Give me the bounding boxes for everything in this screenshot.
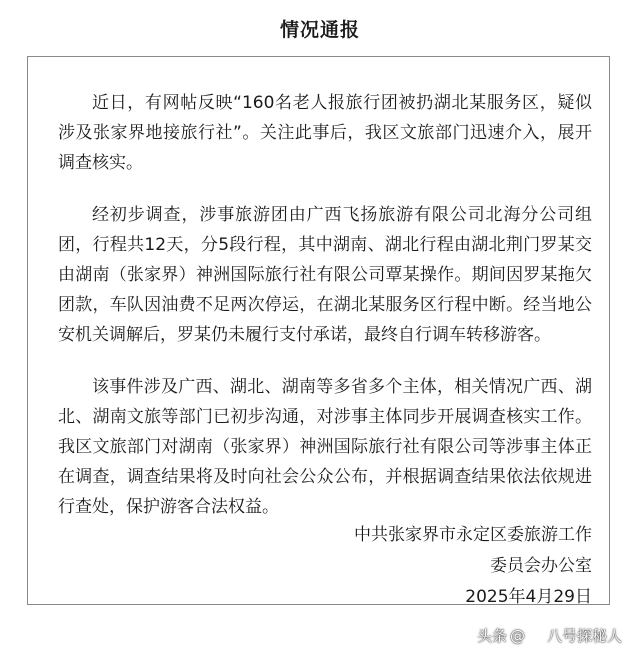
paragraph-1: 近日，有网帖反映“160名老人报旅行团被扔湖北某服务区，疑似涉及张家界地接旅行社”。关注此事后，我区文旅部门迅速介入，展开调查核实。 <box>58 93 592 173</box>
document-body <box>58 88 592 522</box>
signature-block <box>354 520 592 613</box>
signature-org-line-2: 委员会办公室 <box>490 556 592 576</box>
watermark-account: 八号探秘人 <box>546 627 622 645</box>
source-watermark <box>477 625 622 646</box>
document-title: 情况通报 <box>279 19 360 41</box>
watermark-separator: @ <box>509 626 525 645</box>
signature-date: 2025年4月29日 <box>465 587 592 607</box>
watermark-platform: 头条 <box>476 627 507 645</box>
paragraph-2: 经初步调查，涉事旅游团由广西飞扬旅游有限公司北海分公司组团，行程共12天，分5段行程，其中湖南、湖北行程由湖北荆门罗某交由湖南（张家界）神洲国际旅行社有限公司覃某操作。期间因罗某拖欠团款，车队因油费不足两次停运，在湖北某服务区行程中断。经当地公安机关调解后，罗某仍未履行支付承诺，最终自行调车转移游客。 <box>58 205 592 345</box>
paragraph-3: 该事件涉及广西、湖北、湖南等多省多个主体，相关情况广西、湖北、湖南文旅等部门已初步沟通，对涉事主体同步开展调查核实工作。我区文旅部门对湖南（张家界）神洲国际旅行社有限公司等涉事主体正在调查，调查结果将及时向社会公众公布，并根据调查结果依法依规进行查处，保护游客合法权益。 <box>58 377 592 517</box>
signature-org-line-1: 中共张家界市永定区委旅游工作 <box>354 525 592 545</box>
toutiao-search-icon <box>528 628 544 644</box>
